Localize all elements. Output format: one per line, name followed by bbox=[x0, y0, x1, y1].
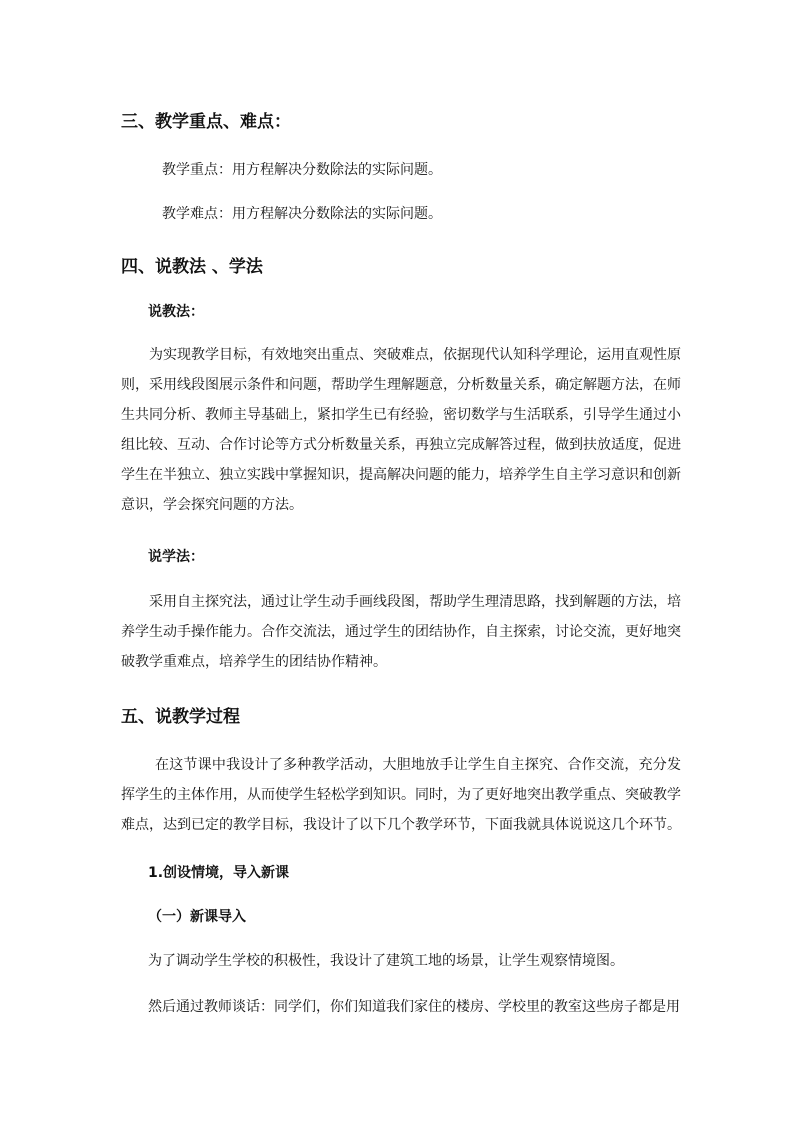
learning-method-title: 说学法： bbox=[148, 549, 204, 565]
key-point-line: 教学重点：用方程解决分数除法的实际问题。 bbox=[162, 162, 442, 178]
step-1-title: 1.创设情境，导入新课 bbox=[148, 865, 290, 881]
teaching-method-title: 说教法： bbox=[148, 304, 204, 320]
process-intro-paragraph: 在这节课中我设计了多种教学活动，大胆地放手让学生自主探究、合作交流，充分发挥学生的主体作用，从而使学生轻松学到知识。同时，为了更好地突出教学重点、突破教学难点，达到已定的教学目标，我设计了以下几个教学环节，下面我就具体说说这几个环节。 bbox=[121, 757, 681, 833]
step-1-text-2: 然后通过教师谈话：同学们，你们知道我们家住的楼房、学校里的教室这些房子都是用 bbox=[148, 999, 680, 1015]
step-1-text-1: 为了调动学生学校的积极性，我设计了建筑工地的场景，让学生观察情境图。 bbox=[148, 953, 624, 969]
section-4-heading: 四、说教法 、学法 bbox=[121, 257, 263, 277]
learning-method-paragraph: 采用自主探究法，通过让学生动手画线段图，帮助学生理清思路，找到解题的方法，培养学生动手操作能力。合作交流法，通过学生的团结协作，自主探索，讨论交流，更好地突破教学重难点，培养学生的团结协作精神。 bbox=[121, 594, 681, 670]
step-1-subtitle: （一）新课导入 bbox=[148, 909, 246, 925]
section-3-heading: 三、教学重点、难点： bbox=[121, 112, 291, 132]
difficult-point-line: 教学难点：用方程解决分数除法的实际问题。 bbox=[162, 206, 442, 222]
section-5-heading: 五、说教学过程 bbox=[121, 707, 240, 727]
teaching-method-paragraph: 为实现教学目标，有效地突出重点、突破难点，依据现代认知科学理论，运用直观性原则，采用线段图展示条件和问题，帮助学生理解题意，分析数量关系，确定解题方法，在师生共同分析、教师主导基础上，紧扣学生已有经验，密切数学与生活联系，引导学生通过小组比较、互动、合作讨论等方式分析数量关系，再独立完成解答过程，做到扶放适度，促进学生在半独立、独立实践中掌握知识，提高解决问题的能力，培养学生自主学习意识和创新意识，学会探究问题的方法。 bbox=[121, 347, 681, 513]
